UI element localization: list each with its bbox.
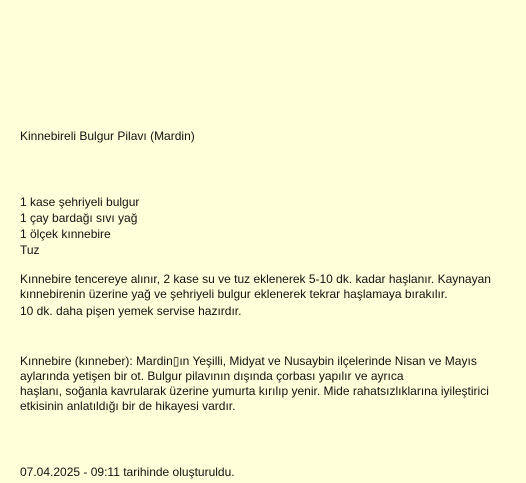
recipe-title: Kinnebireli Bulgur Pilavı (Mardin) [20,129,195,143]
instruction-step: 10 dk. daha pişen yemek servise hazırdır. [20,304,242,318]
note-paragraph: haşlanı, soğanla kavrularak üzerine yumurta kırılıp yenir. Mide rahatsızlıklarına iyileştirici etkisinin anlatıldığı bir de hikayesi vardır. [20,384,489,413]
ingredient-item: 1 çay bardağı sıvı yağ [20,211,138,225]
ingredient-item: 1 ölçek kınnebire [20,227,111,241]
note-paragraph: Kınnebire (kınneber): Mardin▯ın Yeşilli, Midyat ve Nusaybin ilçelerinde Nisan ve Mayıs aylarında yetişen bir ot. Bulgur pilavının dışında çorbası yapılır ve ayrıca [20,354,477,383]
ingredient-list [20,194,139,258]
ingredient-item: 1 kase şehriyeli bulgur [20,195,140,209]
created-timestamp: 07.04.2025 - 09:11 tarihinde oluşturuldu. [20,465,235,479]
ingredient-item: Tuz [20,243,40,257]
notes-section [20,354,510,414]
instruction-step: Kınnebire tencereye alınır, 2 kase su ve tuz eklenerek 5-10 dk. kadar haşlanır. Kaynayan kınnebirenin üzerine yağ ve şehriyeli bulgur eklenerek tekrar haşlamaya bırakılır. [20,272,491,301]
instructions-section [20,272,510,319]
